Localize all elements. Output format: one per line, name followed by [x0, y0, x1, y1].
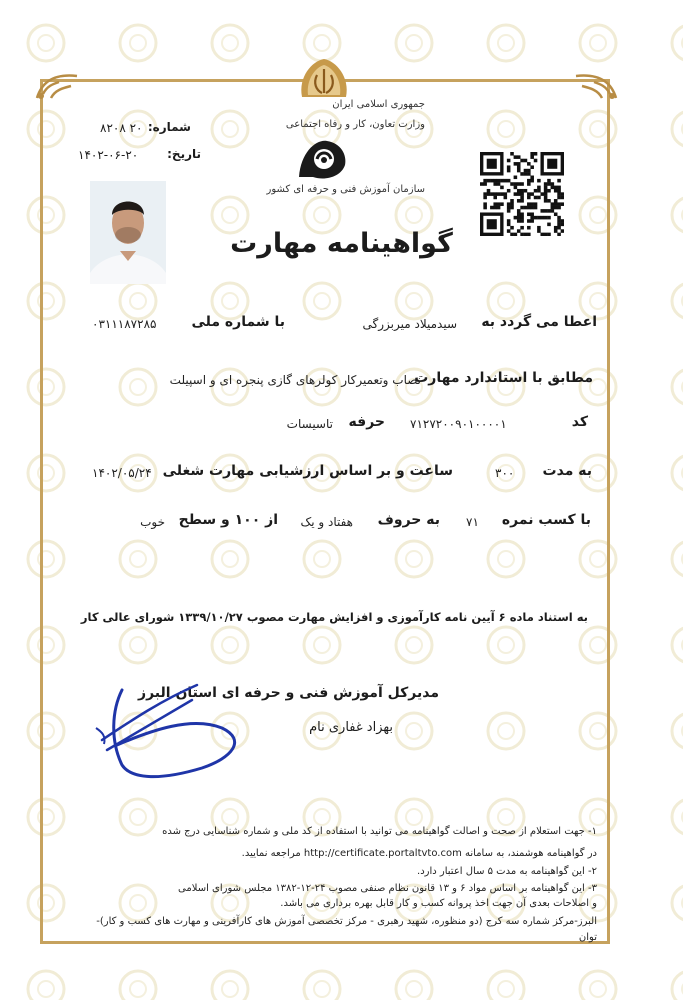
duration-label: به مدت — [542, 463, 592, 479]
holder-name: سیدمیلاد میربزرگی — [362, 317, 457, 331]
verification-url[interactable]: http://certificate.portaltvto.com — [303, 848, 462, 859]
score-level: خوب — [140, 515, 165, 529]
ornament-icon — [33, 68, 81, 104]
standard-value: نصاب وتعمیرکار کولرهای گازی پنجره ای و اسپیلت — [169, 373, 421, 387]
score-words-label: به حروف — [377, 512, 440, 528]
emblem-icon — [298, 57, 350, 105]
note-3-line-1: ۳- این گواهینامه بر اساس مواد ۶ و ۱۳ قانون نظام صنفی مصوب ۲۴-۱۲-۱۳۸۲ مجلس شورای اسلامی — [178, 883, 597, 894]
code-value: ۷۱۲۷۲۰۰۹۰۱۰۰۰۰۱ — [410, 417, 507, 431]
ornament-icon — [572, 68, 620, 104]
signatory-title: مدیرکل آموزش فنی و حرفه ای استان البرز — [138, 685, 439, 701]
signature — [82, 670, 262, 790]
organization-name: سازمان آموزش فنی و حرفه ای کشور — [266, 184, 425, 195]
ministry-name: وزارت تعاون، کار و رفاه اجتماعی — [285, 119, 425, 130]
code-label: کد — [571, 414, 588, 430]
number-label: شماره: — [147, 120, 191, 134]
page-title: گواهینامه مهارت — [230, 228, 453, 259]
note-1-line-2 — [242, 848, 597, 859]
organization-logo-icon — [297, 137, 349, 181]
note-3-line-2: و اصلاحات بعدی آن جهت اخذ پروانه کسب و کار قابل بهره برداری می باشد. — [280, 898, 597, 909]
training-center-line-2: توان — [578, 932, 597, 943]
note-1-line-1: ۱- جهت استعلام از صحت و اصالت گواهینامه می توانید با استفاده از کد ملی و شماره شناسایی درج شده — [162, 826, 597, 837]
note-2: ۲- این گواهینامه به مدت ۵ سال اعتبار دارد. — [417, 866, 597, 877]
signatory-name: بهزاد غفاری نام — [309, 720, 393, 735]
training-center-line-1: البرز-مرکز شماره سه کرج (دو منظوره، شهید رهبری - مرکز تخصصی آموزش های کارآفرینی و مهارت های کسب و کار)- — [96, 916, 597, 927]
trade-value: تاسیسات — [286, 417, 333, 431]
assessment-basis-label: ساعت و بر اساس ارزشیابی مهارت شغلی — [162, 463, 453, 479]
duration-hours: ۳۰۰ — [495, 466, 515, 480]
score-value: ۷۱ — [466, 515, 479, 529]
score-words: هفتاد و یک — [300, 515, 353, 529]
score-label: با کسب نمره — [501, 512, 591, 528]
legal-basis: به استناد ماده ۶ آیین نامه کارآموزی و افزایش مهارت مصوب ۱۳۳۹/۱۰/۲۷ شورای عالی کار — [80, 610, 588, 624]
national-id-value: ۰۳۱۱۱۸۷۲۸۵ — [92, 317, 157, 331]
number-value: ۸۲۰۸ ۲۰ — [100, 121, 143, 135]
date-value: ۱۴۰۲-۰۶-۲۰ — [78, 148, 139, 162]
trade-label: حرفه — [348, 414, 385, 430]
assessment-date: ۱۴۰۲/۰۵/۲۴ — [92, 466, 152, 480]
standard-label: مطابق با استاندارد مهارت — [414, 370, 593, 386]
date-label: تاریخ: — [167, 147, 201, 161]
note-1-text-b: مراجعه نمایید. — [241, 848, 301, 859]
qr-code-icon[interactable] — [480, 152, 564, 236]
national-id-label: با شماره ملی — [191, 314, 285, 330]
note-1-text-a: در گواهینامه هوشمند، به سامانه — [465, 848, 597, 859]
country-name: جمهوری اسلامی ایران — [332, 99, 425, 110]
max-score-level-label: از ۱۰۰ و سطح — [178, 512, 278, 528]
grant-label: اعطا می گردد به — [481, 314, 597, 330]
